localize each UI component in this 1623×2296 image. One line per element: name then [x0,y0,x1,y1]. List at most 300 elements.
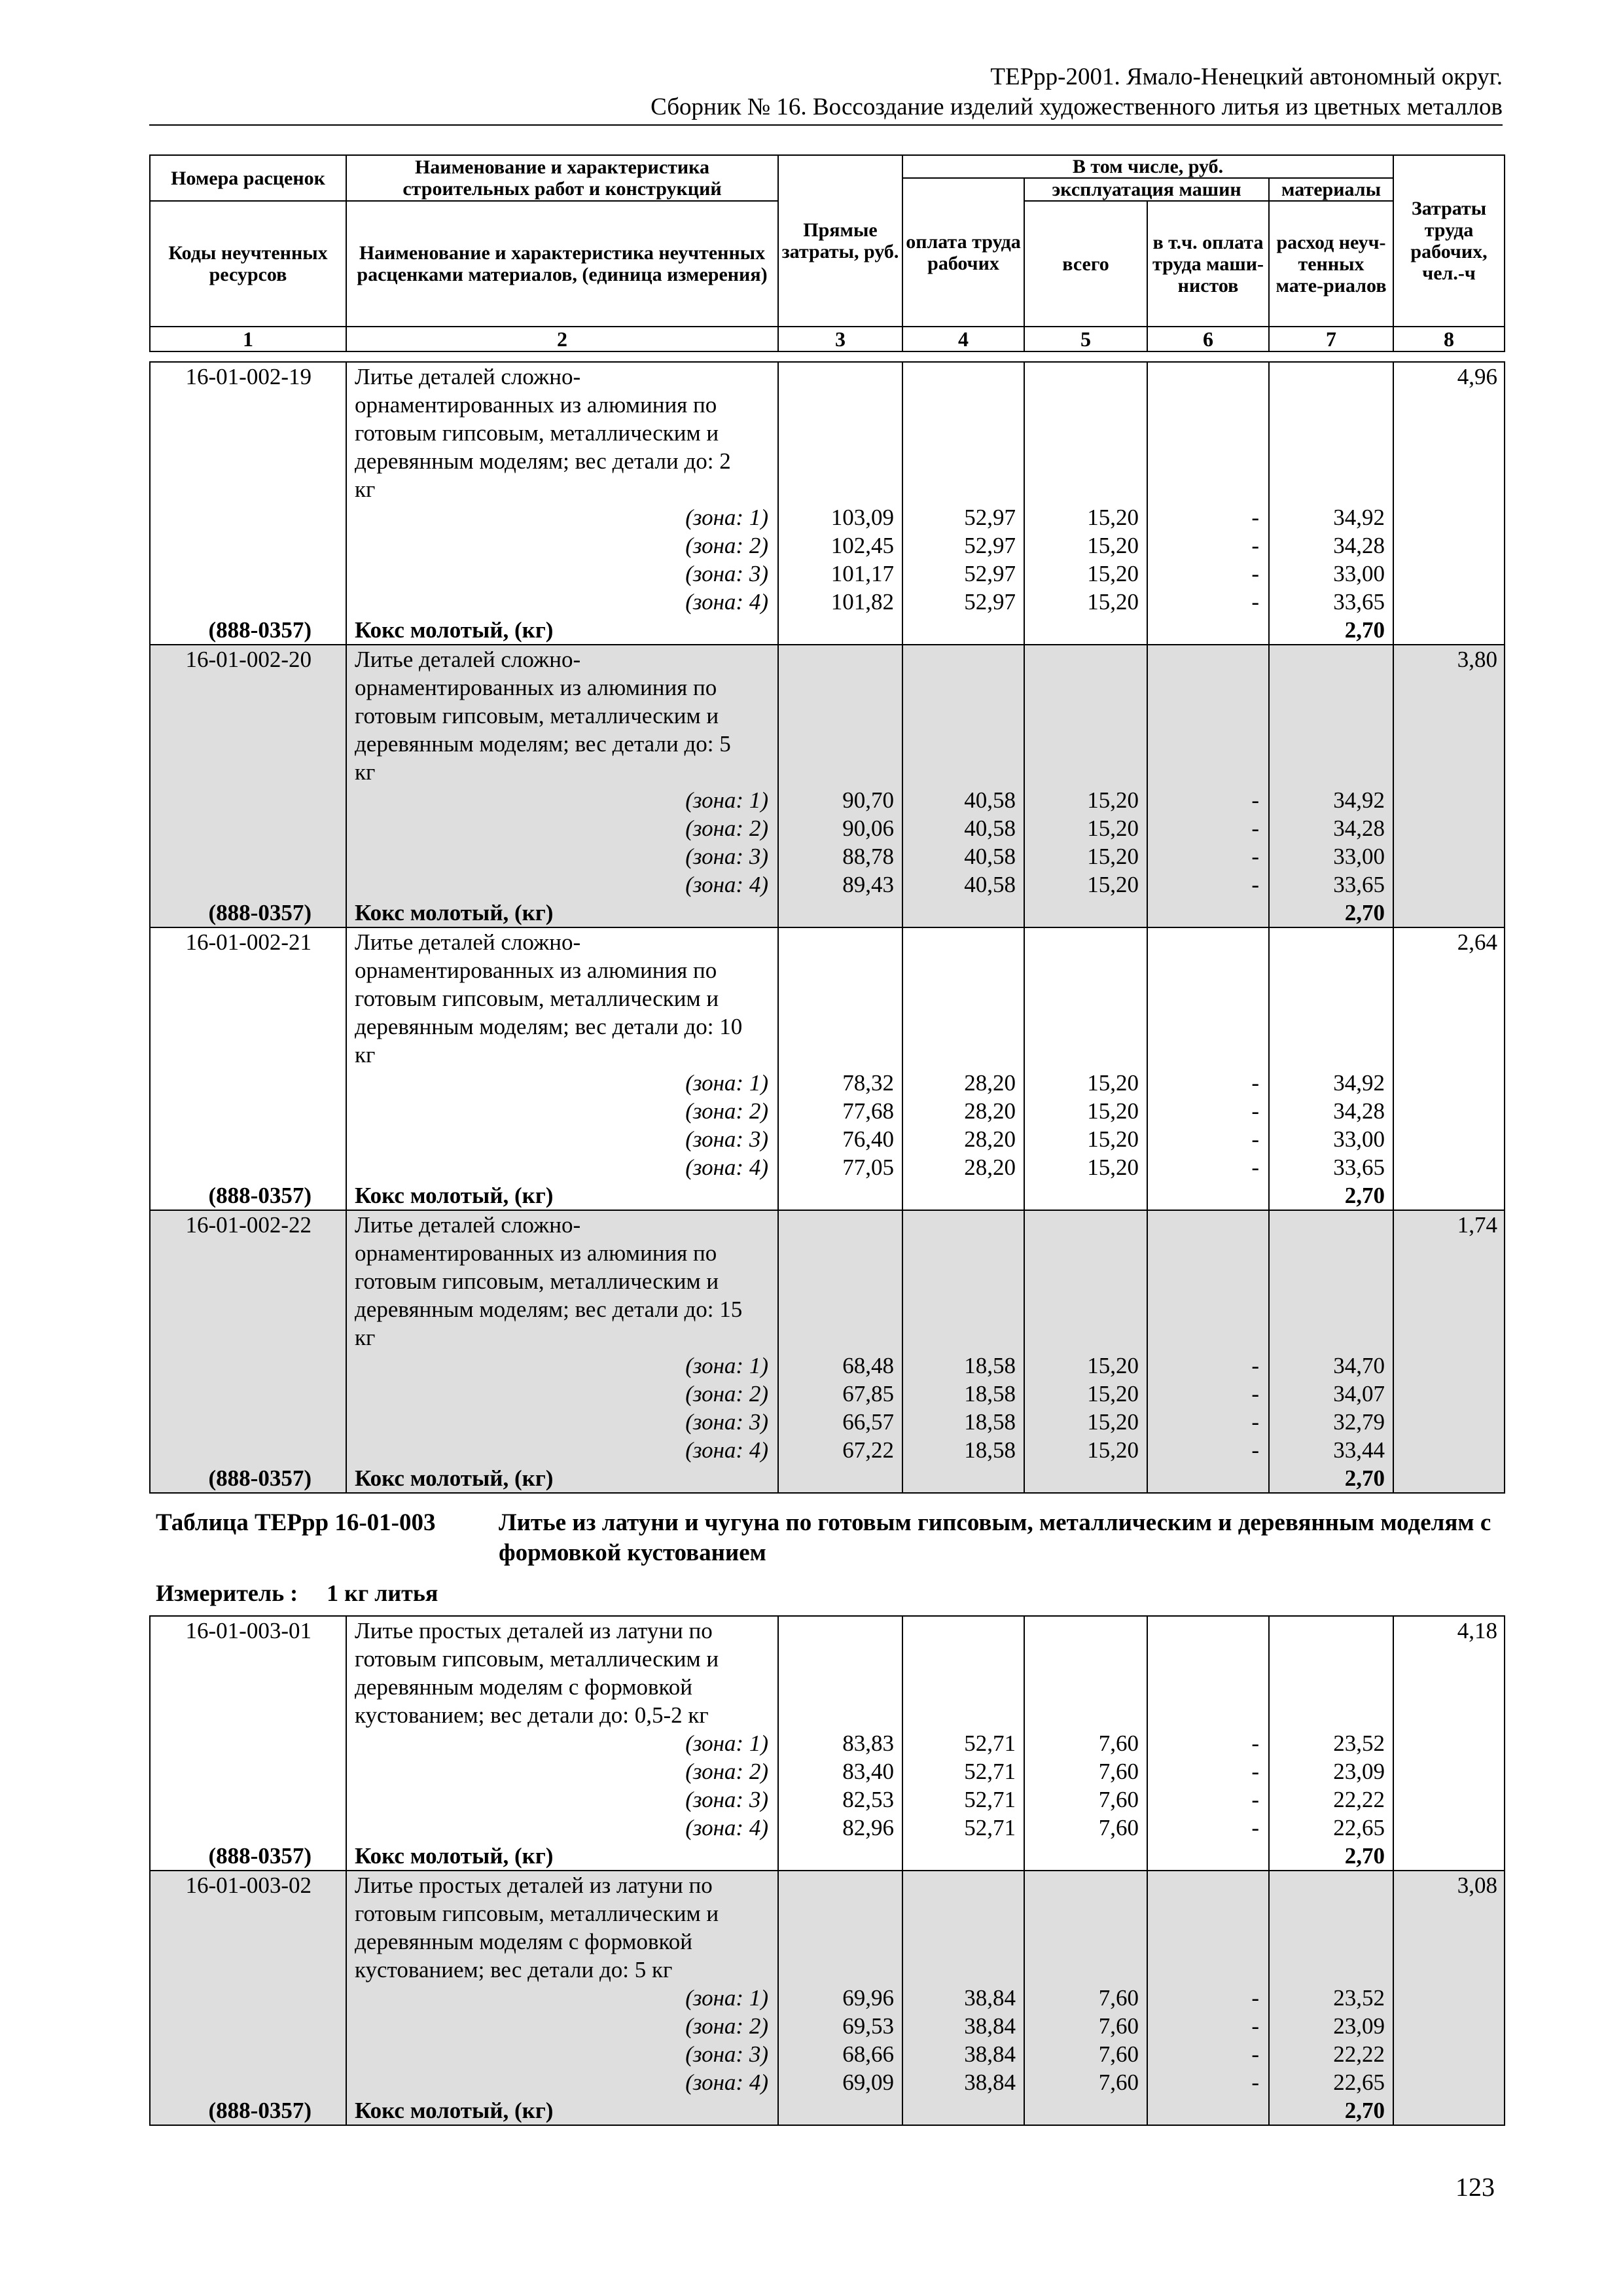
empty-cell [150,673,346,702]
empty-cell [1269,362,1393,391]
worker-wage: 28,20 [902,1069,1024,1097]
zone-label: (зона: 1) [346,1984,778,2012]
col5-header: всего [1024,201,1147,327]
machinist-wage: - [1147,842,1269,870]
work-description-line: кг [346,758,778,786]
materials-cost: 33,65 [1269,870,1393,899]
empty-cell [150,588,346,616]
empty-cell [1147,616,1269,645]
empty-cell [150,956,346,984]
description-row [150,1267,1505,1295]
direct-cost: 82,53 [778,1785,902,1814]
zone-label: (зона: 4) [346,2068,778,2096]
description-row [150,447,1505,475]
empty-cell [1024,1928,1147,1956]
resource-quantity: 2,70 [1269,1842,1393,1871]
empty-cell [1024,616,1147,645]
empty-cell [778,1899,902,1928]
empty-cell [1147,730,1269,758]
empty-cell [150,1928,346,1956]
table-label: Таблица ТЕРрр 16-01-003 [156,1509,436,1536]
zone-label: (зона: 4) [346,1436,778,1464]
machinist-wage: - [1147,503,1269,531]
machine-cost: 15,20 [1024,531,1147,560]
empty-cell [902,391,1024,419]
empty-cell [902,673,1024,702]
empty-cell [902,645,1024,673]
worker-wage: 38,84 [902,2040,1024,2068]
resource-quantity: 2,70 [1269,616,1393,645]
rate-code: 16-01-002-19 [150,362,346,391]
description-row [150,1295,1505,1323]
description-row [150,362,1505,391]
resource-code: (888-0357) [150,899,346,927]
empty-cell [1147,1701,1269,1729]
zone-label: (зона: 4) [346,588,778,616]
empty-cell [1393,503,1505,531]
empty-cell [1269,730,1393,758]
description-row [150,1239,1505,1267]
direct-cost: 101,82 [778,588,902,616]
labor-hours: 3,80 [1393,645,1505,673]
empty-cell [1024,1701,1147,1729]
direct-cost: 69,53 [778,2012,902,2040]
empty-cell [778,1295,902,1323]
empty-cell [1269,702,1393,730]
machinist-wage: - [1147,786,1269,814]
zone-label: (зона: 2) [346,814,778,842]
description-row [150,391,1505,419]
empty-cell [1393,1464,1505,1493]
machine-cost: 7,60 [1024,2012,1147,2040]
machinist-wage: - [1147,588,1269,616]
empty-cell [1269,1239,1393,1267]
empty-cell [1269,1673,1393,1701]
zone-label: (зона: 2) [346,2012,778,2040]
zone-label: (зона: 3) [346,1125,778,1153]
empty-cell [1393,2096,1505,2125]
machinist-wage: - [1147,531,1269,560]
empty-cell [150,503,346,531]
included-header: В том числе, руб. [902,155,1393,178]
empty-cell [778,475,902,503]
empty-cell [902,447,1024,475]
empty-cell [1393,1757,1505,1785]
column-number: 7 [1269,327,1393,351]
description-row [150,730,1505,758]
empty-cell [1147,1842,1269,1871]
work-description-line: Литье простых деталей из латуни по [346,1616,778,1645]
direct-cost: 69,96 [778,1984,902,2012]
empty-cell [902,1701,1024,1729]
empty-cell [1269,1041,1393,1069]
materials-cost: 34,07 [1269,1380,1393,1408]
machinist-wage: - [1147,1729,1269,1757]
empty-cell [1024,1616,1147,1645]
zone-row [150,1785,1505,1814]
empty-cell [1147,362,1269,391]
empty-cell [778,984,902,1013]
zone-row [150,1069,1505,1097]
resource-name: Кокс молотый, (кг) [346,1181,778,1210]
empty-cell [150,1295,346,1323]
resource-name: Кокс молотый, (кг) [346,1842,778,1871]
machinist-wage: - [1147,560,1269,588]
materials-cost: 23,09 [1269,2012,1393,2040]
empty-cell [150,1757,346,1785]
zone-label: (зона: 2) [346,1757,778,1785]
direct-cost: 69,09 [778,2068,902,2096]
worker-wage: 38,84 [902,1984,1024,2012]
direct-cost: 77,05 [778,1153,902,1181]
empty-cell [1393,1928,1505,1956]
empty-cell [1393,1380,1505,1408]
materials-cost: 33,00 [1269,1125,1393,1153]
empty-cell [778,1842,902,1871]
empty-cell [902,1181,1024,1210]
column-number: 1 [150,327,346,351]
materials-cost: 33,00 [1269,842,1393,870]
resource-name: Кокс молотый, (кг) [346,1464,778,1493]
resource-code: (888-0357) [150,2096,346,2125]
empty-cell [150,531,346,560]
empty-cell [1147,927,1269,956]
machine-cost: 7,60 [1024,1984,1147,2012]
resource-quantity: 2,70 [1269,899,1393,927]
rate-code: 16-01-003-02 [150,1871,346,1899]
resource-code: (888-0357) [150,1464,346,1493]
direct-cost: 90,06 [778,814,902,842]
description-row [150,645,1505,673]
empty-cell [150,1701,346,1729]
empty-cell [1024,730,1147,758]
empty-cell [1024,1645,1147,1673]
empty-cell [1269,758,1393,786]
zone-label: (зона: 3) [346,1785,778,1814]
empty-cell [1024,984,1147,1013]
empty-cell [1024,1899,1147,1928]
description-row [150,673,1505,702]
work-description-line: кустованием; вес детали до: 0,5-2 кг [346,1701,778,1729]
empty-cell [902,1295,1024,1323]
unrecorded-material-row [150,899,1505,927]
machinist-wage: - [1147,1408,1269,1436]
empty-cell [1393,1153,1505,1181]
materials-cost: 23,52 [1269,1729,1393,1757]
column-number: 3 [778,327,902,351]
empty-cell [778,362,902,391]
empty-cell [1393,1785,1505,1814]
empty-cell [150,1645,346,1673]
empty-cell [1393,1295,1505,1323]
empty-cell [902,616,1024,645]
zone-row [150,1380,1505,1408]
rates-table-16-01-002 [149,361,1505,1494]
worker-wage: 28,20 [902,1153,1024,1181]
empty-cell [1147,1210,1269,1239]
zone-row [150,2040,1505,2068]
empty-cell [902,1041,1024,1069]
zone-label: (зона: 3) [346,560,778,588]
machinist-wage: - [1147,1097,1269,1125]
empty-cell [1393,1352,1505,1380]
empty-cell [150,730,346,758]
empty-cell [1393,984,1505,1013]
worker-wage: 52,97 [902,531,1024,560]
empty-cell [902,419,1024,447]
zone-row [150,842,1505,870]
empty-cell [1024,1013,1147,1041]
empty-cell [1393,1842,1505,1871]
empty-cell [778,956,902,984]
empty-cell [778,1267,902,1295]
worker-wage: 52,71 [902,1757,1024,1785]
empty-cell [150,1013,346,1041]
empty-cell [150,1097,346,1125]
empty-cell [902,702,1024,730]
empty-cell [150,1785,346,1814]
empty-cell [902,1616,1024,1645]
description-row [150,1899,1505,1928]
materials-cost: 34,28 [1269,814,1393,842]
empty-cell [778,1013,902,1041]
direct-cost: 89,43 [778,870,902,899]
direct-cost: 78,32 [778,1069,902,1097]
empty-cell [1024,475,1147,503]
zone-row [150,870,1505,899]
empty-cell [1269,956,1393,984]
direct-cost: 67,85 [778,1380,902,1408]
column-number: 4 [902,327,1024,351]
machinist-wage: - [1147,1984,1269,2012]
description-row [150,956,1505,984]
machine-cost: 15,20 [1024,1069,1147,1097]
empty-cell [902,927,1024,956]
worker-wage: 52,71 [902,1729,1024,1757]
empty-cell [1393,1814,1505,1842]
empty-cell [778,1616,902,1645]
direct-cost: 68,48 [778,1352,902,1380]
machinist-wage: - [1147,2040,1269,2068]
worker-wage: 28,20 [902,1097,1024,1125]
machine-cost: 7,60 [1024,2040,1147,2068]
empty-cell [1393,1956,1505,1984]
worker-wage: 38,84 [902,2068,1024,2096]
rates-table-16-01-003 [149,1615,1505,2126]
empty-cell [1393,1701,1505,1729]
direct-cost: 102,45 [778,531,902,560]
empty-cell [1024,419,1147,447]
zone-label: (зона: 1) [346,1069,778,1097]
empty-cell [1269,1871,1393,1899]
worker-wage: 18,58 [902,1380,1024,1408]
empty-cell [1024,2096,1147,2125]
work-description-line: орнаментированных из алюминия по [346,1239,778,1267]
empty-cell [1393,702,1505,730]
empty-cell [902,1267,1024,1295]
empty-cell [1024,1239,1147,1267]
empty-cell [902,899,1024,927]
empty-cell [1393,1645,1505,1673]
empty-cell [902,1013,1024,1041]
empty-cell [1147,1041,1269,1069]
unrecorded-material-row [150,1464,1505,1493]
empty-cell [1024,1842,1147,1871]
empty-cell [1393,1673,1505,1701]
empty-cell [902,956,1024,984]
empty-cell [1147,1616,1269,1645]
direct-cost: 67,22 [778,1436,902,1464]
empty-cell [1147,1295,1269,1323]
rate-code: 16-01-002-21 [150,927,346,956]
machine-cost: 7,60 [1024,2068,1147,2096]
empty-cell [1147,475,1269,503]
machine-cost: 15,20 [1024,814,1147,842]
zone-row [150,1984,1505,2012]
worker-wage: 18,58 [902,1408,1024,1436]
labor-hours: 1,74 [1393,1210,1505,1239]
materials-cost: 33,65 [1269,1153,1393,1181]
description-row [150,984,1505,1013]
empty-cell [1147,1267,1269,1295]
empty-cell [1147,758,1269,786]
empty-cell [1024,899,1147,927]
empty-cell [1024,1323,1147,1352]
empty-cell [1147,1464,1269,1493]
materials-cost: 22,65 [1269,2068,1393,2096]
empty-cell [902,758,1024,786]
machinist-wage: - [1147,2012,1269,2040]
materials-cost: 34,28 [1269,1097,1393,1125]
zone-label: (зона: 2) [346,1097,778,1125]
empty-cell [1024,758,1147,786]
machine-cost: 15,20 [1024,503,1147,531]
worker-wage: 52,71 [902,1814,1024,1842]
empty-cell [1024,1041,1147,1069]
empty-cell [778,645,902,673]
machine-cost: 15,20 [1024,560,1147,588]
materials-cost: 33,65 [1269,588,1393,616]
empty-cell [150,560,346,588]
empty-cell [902,475,1024,503]
unit-of-measure [156,1579,438,1607]
materials-cost: 34,92 [1269,503,1393,531]
zone-row [150,531,1505,560]
empty-cell [1269,1928,1393,1956]
description-row [150,1041,1505,1069]
empty-cell [1147,419,1269,447]
empty-cell [778,1210,902,1239]
empty-cell [1147,391,1269,419]
zone-row [150,1408,1505,1436]
empty-cell [1024,1673,1147,1701]
empty-cell [1269,391,1393,419]
labor-hours: 4,18 [1393,1616,1505,1645]
empty-cell [150,1239,346,1267]
description-row [150,1323,1505,1352]
direct-cost: 90,70 [778,786,902,814]
empty-cell [778,1645,902,1673]
empty-cell [902,984,1024,1013]
empty-cell [1269,1956,1393,1984]
worker-wage: 38,84 [902,2012,1024,2040]
worker-wage: 40,58 [902,842,1024,870]
empty-cell [778,1464,902,1493]
materials-cost: 33,44 [1269,1436,1393,1464]
empty-cell [1024,673,1147,702]
resource-name: Кокс молотый, (кг) [346,616,778,645]
work-description-line: Литье деталей сложно- [346,927,778,956]
empty-cell [1269,1210,1393,1239]
empty-cell [1393,899,1505,927]
resource-name: Кокс молотый, (кг) [346,899,778,927]
empty-cell [1024,362,1147,391]
empty-cell [1393,842,1505,870]
description-row [150,1616,1505,1645]
description-row [150,1013,1505,1041]
description-row [150,927,1505,956]
worker-wage: 40,58 [902,814,1024,842]
direct-cost: 76,40 [778,1125,902,1153]
machine-cost: 15,20 [1024,1436,1147,1464]
description-row [150,1956,1505,1984]
rate-code: 16-01-002-20 [150,645,346,673]
direct-cost: 77,68 [778,1097,902,1125]
empty-cell [1393,531,1505,560]
zone-row [150,1352,1505,1380]
materials-header: материалы [1269,178,1393,201]
machine-cost: 7,60 [1024,1729,1147,1757]
col1-bottom-header: Коды неучтенных ресурсов [150,201,346,327]
zone-row [150,1097,1505,1125]
empty-cell [902,2096,1024,2125]
empty-cell [1147,899,1269,927]
machinist-wage: - [1147,1436,1269,1464]
empty-cell [1147,1928,1269,1956]
empty-cell [150,391,346,419]
empty-cell [902,1645,1024,1673]
empty-cell [902,730,1024,758]
unrecorded-material-row [150,1842,1505,1871]
work-description-line: деревянным моделям; вес детали до: 5 [346,730,778,758]
work-description-line: орнаментированных из алюминия по [346,673,778,702]
zone-label: (зона: 4) [346,870,778,899]
work-description-line: кустованием; вес детали до: 5 кг [346,1956,778,1984]
zone-label: (зона: 3) [346,2040,778,2068]
empty-cell [1024,1181,1147,1210]
empty-cell [778,730,902,758]
col6-header: в т.ч. оплата труда маши-нистов [1147,201,1269,327]
empty-cell [1393,1267,1505,1295]
empty-cell [1024,1871,1147,1899]
empty-cell [1393,616,1505,645]
empty-cell [150,1956,346,1984]
machine-cost: 7,60 [1024,1757,1147,1785]
machine-cost: 15,20 [1024,1125,1147,1153]
empty-cell [1393,1097,1505,1125]
empty-cell [1269,1295,1393,1323]
empty-cell [1393,560,1505,588]
col7-header: расход неуч-тенных мате-риалов [1269,201,1393,327]
empty-cell [902,1239,1024,1267]
machine-cost: 15,20 [1024,870,1147,899]
machinist-wage: - [1147,870,1269,899]
empty-cell [1393,1041,1505,1069]
empty-cell [902,1928,1024,1956]
worker-wage: 40,58 [902,870,1024,899]
materials-cost: 32,79 [1269,1408,1393,1436]
zone-row [150,1436,1505,1464]
